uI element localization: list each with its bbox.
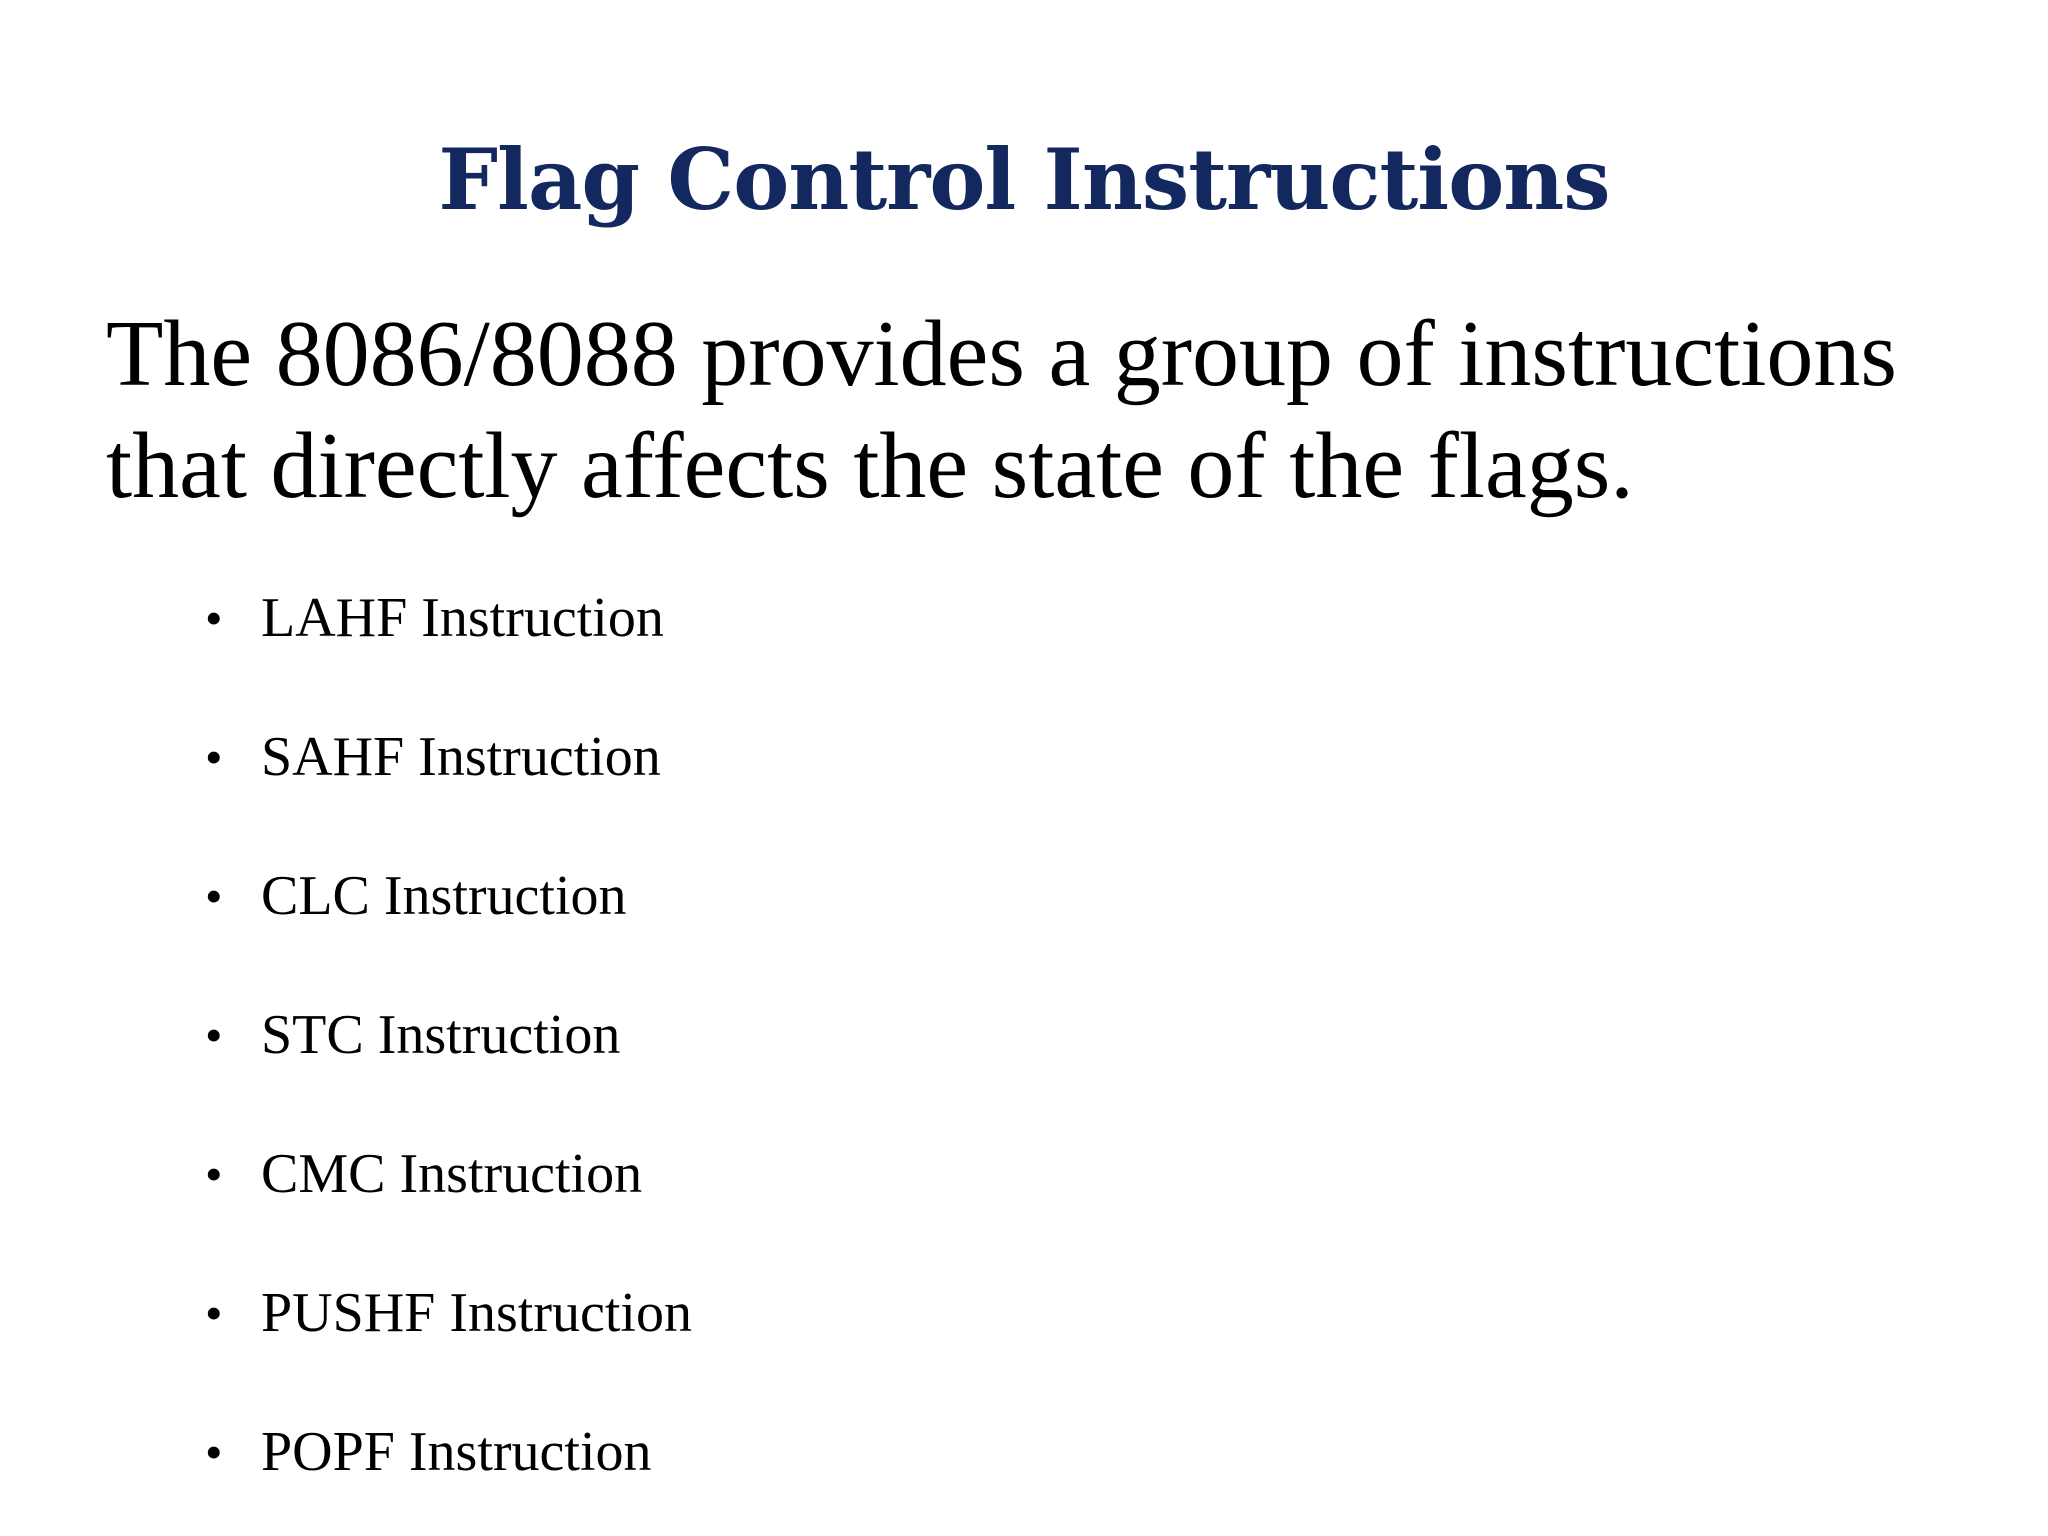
list-item [205, 1382, 692, 1521]
list-item-label: CMC Instruction [261, 1142, 643, 1205]
list-item [205, 1243, 692, 1382]
list-item-label: PUSHF Instruction [261, 1281, 692, 1344]
slide-title: Flag Control Instructions [438, 130, 1610, 229]
bullet-icon: • [205, 1006, 223, 1063]
list-item [205, 687, 692, 826]
list-item-label: CLC Instruction [261, 864, 627, 927]
bullet-icon: • [205, 1145, 223, 1202]
list-item-label: POPF Instruction [261, 1420, 652, 1483]
list-item-label: SAHF Instruction [261, 725, 661, 788]
list-item-label: STC Instruction [261, 1003, 621, 1066]
instruction-list [205, 548, 692, 1521]
bullet-icon: • [205, 589, 223, 646]
list-item [205, 965, 692, 1104]
bullet-icon: • [205, 1423, 223, 1480]
list-item [205, 1104, 692, 1243]
list-item [205, 548, 692, 687]
bullet-icon: • [205, 867, 223, 924]
list-item [205, 826, 692, 965]
list-item-label: LAHF Instruction [261, 586, 664, 649]
bullet-icon: • [205, 1284, 223, 1341]
intro-paragraph: The 8086/8088 provides a group of instructions that directly affects the state of the flags. [106, 302, 1897, 518]
bullet-icon: • [205, 728, 223, 785]
